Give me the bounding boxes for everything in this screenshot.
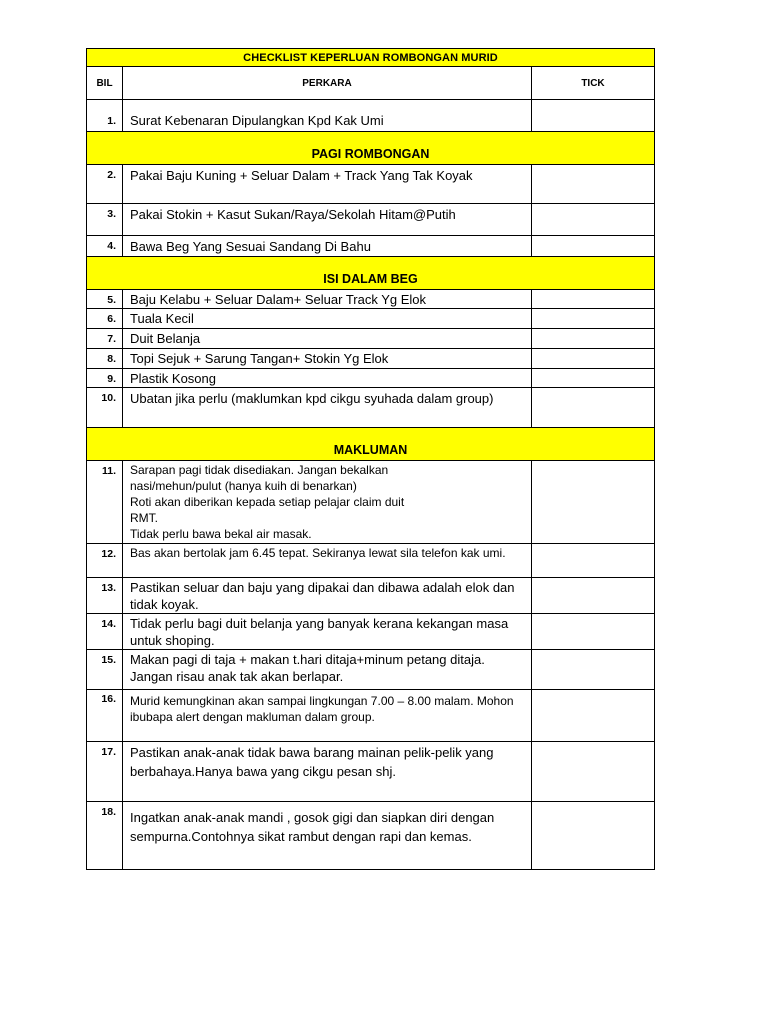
- table-row: [87, 614, 655, 650]
- item-text: Ingatkan anak-anak mandi , gosok gigi dan siapkan diri dengan sempurna.Contohnya sikat rambut dengan rapi dan kemas.: [123, 802, 532, 870]
- tick-box[interactable]: [532, 461, 655, 544]
- table-row: [87, 290, 655, 309]
- item-text: Duit Belanja: [123, 329, 532, 349]
- table-row: [87, 650, 655, 690]
- item-number: 17.: [87, 742, 123, 802]
- item-number: 11.: [87, 461, 123, 544]
- item-line: nasi/mehun/pulut (hanya kuih di benarkan): [130, 479, 357, 493]
- item-number: 6.: [87, 309, 123, 329]
- item-number: 13.: [87, 578, 123, 614]
- item-text: Tidak perlu bagi duit belanja yang banyak kerana kekangan masa untuk shoping.: [123, 614, 532, 650]
- header-bil: BIL: [87, 67, 123, 100]
- item-number: 10.: [87, 388, 123, 428]
- item-text: Pakai Baju Kuning + Seluar Dalam + Track Yang Tak Koyak: [123, 165, 532, 204]
- item-number: 3.: [87, 204, 123, 236]
- section-makluman: MAKLUMAN: [87, 428, 655, 461]
- tick-box[interactable]: [532, 349, 655, 369]
- item-number: 9.: [87, 369, 123, 388]
- table-row: [87, 690, 655, 742]
- table-row: [87, 100, 655, 132]
- table-row: [87, 369, 655, 388]
- item-line: Sarapan pagi tidak disediakan. Jangan bekalkan: [130, 463, 389, 477]
- tick-box[interactable]: [532, 544, 655, 578]
- header-row: [87, 67, 655, 100]
- item-number: 15.: [87, 650, 123, 690]
- tick-box[interactable]: [532, 650, 655, 690]
- checklist-table: [86, 48, 655, 870]
- tick-box[interactable]: [532, 742, 655, 802]
- table-row: [87, 578, 655, 614]
- table-row: [87, 236, 655, 257]
- table-row: [87, 329, 655, 349]
- item-number: 5.: [87, 290, 123, 309]
- table-row: [87, 544, 655, 578]
- item-number: 14.: [87, 614, 123, 650]
- tick-box[interactable]: [532, 204, 655, 236]
- item-text: Baju Kelabu + Seluar Dalam+ Seluar Track Yg Elok: [123, 290, 532, 309]
- item-number: 18.: [87, 802, 123, 870]
- item-text: Pastikan seluar dan baju yang dipakai dan dibawa adalah elok dan tidak koyak.: [123, 578, 532, 614]
- section-isi-dalam-beg: ISI DALAM BEG: [87, 257, 655, 290]
- tick-box[interactable]: [532, 690, 655, 742]
- table-row: [87, 802, 655, 870]
- tick-box[interactable]: [532, 388, 655, 428]
- checklist-title: CHECKLIST KEPERLUAN ROMBONGAN MURID: [87, 49, 655, 67]
- section-pagi-rombongan: PAGI ROMBONGAN: [87, 132, 655, 165]
- item-text: Bas akan bertolak jam 6.45 tepat. Sekiranya lewat sila telefon kak umi.: [123, 544, 532, 578]
- item-text: Pakai Stokin + Kasut Sukan/Raya/Sekolah Hitam@Putih: [123, 204, 532, 236]
- item-text: Plastik Kosong: [123, 369, 532, 388]
- item-line: Tidak perlu bawa bekal air masak.: [130, 527, 312, 541]
- table-row: [87, 309, 655, 329]
- item-number: 1.: [87, 100, 123, 132]
- item-line: RMT.: [130, 511, 158, 525]
- table-row: [87, 742, 655, 802]
- item-line: Roti akan diberikan kepada setiap pelajar claim duit: [130, 495, 405, 509]
- tick-box[interactable]: [532, 290, 655, 309]
- item-number: 4.: [87, 236, 123, 257]
- tick-box[interactable]: [532, 309, 655, 329]
- item-text: Murid kemungkinan akan sampai lingkungan 7.00 – 8.00 malam. Mohon ibubapa alert dengan makluman dalam group.: [123, 690, 532, 742]
- item-text: Makan pagi di taja + makan t.hari ditaja+minum petang ditaja. Jangan risau anak tak akan berlapar.: [123, 650, 532, 690]
- item-text: Surat Kebenaran Dipulangkan Kpd Kak Umi: [123, 100, 532, 132]
- tick-box[interactable]: [532, 100, 655, 132]
- tick-box[interactable]: [532, 165, 655, 204]
- header-tick: TICK: [532, 67, 655, 100]
- item-text: Ubatan jika perlu (maklumkan kpd cikgu syuhada dalam group): [123, 388, 532, 428]
- table-row: [87, 461, 655, 544]
- item-text: Bawa Beg Yang Sesuai Sandang Di Bahu: [123, 236, 532, 257]
- table-row: [87, 165, 655, 204]
- header-perkara: PERKARA: [123, 67, 532, 100]
- table-row: [87, 204, 655, 236]
- item-text: [123, 461, 532, 544]
- tick-box[interactable]: [532, 802, 655, 870]
- item-number: 12.: [87, 544, 123, 578]
- tick-box[interactable]: [532, 329, 655, 349]
- table-row: [87, 349, 655, 369]
- tick-box[interactable]: [532, 614, 655, 650]
- item-number: 16.: [87, 690, 123, 742]
- item-text: Tuala Kecil: [123, 309, 532, 329]
- tick-box[interactable]: [532, 578, 655, 614]
- item-number: 2.: [87, 165, 123, 204]
- table-row: [87, 388, 655, 428]
- tick-box[interactable]: [532, 236, 655, 257]
- tick-box[interactable]: [532, 369, 655, 388]
- item-number: 7.: [87, 329, 123, 349]
- item-text: Topi Sejuk + Sarung Tangan+ Stokin Yg Elok: [123, 349, 532, 369]
- item-text: Pastikan anak-anak tidak bawa barang mainan pelik-pelik yang berbahaya.Hanya bawa yang cikgu pesan shj.: [123, 742, 532, 802]
- item-number: 8.: [87, 349, 123, 369]
